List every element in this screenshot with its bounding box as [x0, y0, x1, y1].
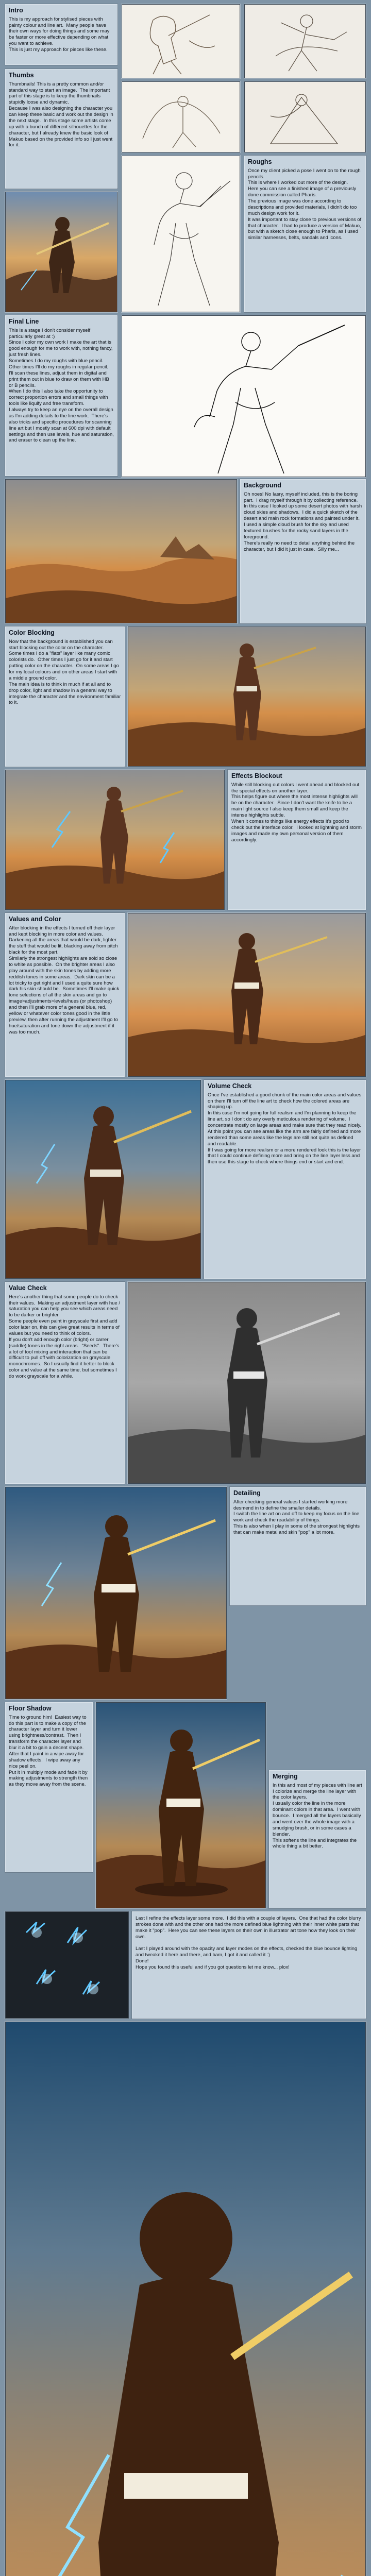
background-panel [240, 479, 366, 623]
value-check-greyscale-painting [128, 1282, 366, 1484]
roughs-panel [244, 156, 366, 312]
effects-blockout-heading: Effects Blockout [231, 772, 282, 779]
thumbnail-sketch-2 [244, 4, 366, 78]
color-blocking-panel [5, 626, 125, 767]
values-and-color-panel [5, 913, 125, 1077]
intro-body: This is my approach for stylised pieces with painty colour and line art. Many people have their own ways for doing things and some may be faster or more effective depending on what you want to achieve. This is just my approach for pieces like these. [9, 16, 110, 53]
values-and-color-painting [128, 913, 366, 1077]
thumbs-heading: Thumbs [9, 72, 34, 79]
floor-shadow-painting [96, 1702, 266, 1908]
color-blocking-painting [128, 626, 366, 767]
effects-blockout-panel [228, 770, 366, 910]
merging-panel [269, 1770, 366, 1908]
floor-shadow-body: Time to ground him! Easiest way to do this part is to make a copy of the character layer and turn it lower using brightness/contrast. Then I transform the character layer and blur it a bit to gain a decent shape. After that I paint in a wipe away for shadow effects. I wipe away any nice peel on. Put it in multiply mode and fade it by making adjustments to strength then as they move away from the scene. [9, 1714, 88, 1788]
effects-blockout-painting [5, 770, 225, 910]
roughs-heading: Roughs [248, 158, 272, 165]
intro-heading: Intro [9, 7, 23, 14]
values-and-color-heading: Values and Color [9, 916, 61, 923]
detailing-panel [230, 1487, 366, 1605]
background-heading: Background [244, 482, 281, 489]
volume-check-painting [5, 1080, 201, 1279]
thumbs-body: Thumbnails! This is a pretty common and/or standard way to start an image. The important part of this stage is to keep the thumbnails stupidly loose and dynamic. Because I was also designing the character you can keep these basic and work out the design in the next stage. In this stage some artists come up with a bunch of different silhouettes for the character, but I already knew the basic look of Makuo based on the provided info so I just went for it. [9, 81, 113, 148]
color-blocking-heading: Color Blocking [9, 629, 55, 636]
effects-layers-on-dark [5, 1911, 129, 2019]
detailing-body: After checking general values I started working more desmend in to define the smaller details. I switch the line art on and off to keep my focus on the line work and check the readability of things. This is also when I play in some of the strongest highlights that can make metal and skin "pop" a lot more. [233, 1499, 360, 1535]
roughs-body: Once my client picked a pose I went on to the rough pencils. This is where I worked out more of the design. Here you can see a finished image of a previously done commission called Pharis. The previous image was done according to descriptions and provided materials, I didn't do too much design work for it. It was important to stay close to previous versions of that character. I had to produce a version of Makuo, but with a sketch close enough to Pharis, as I used similar harnesses, belts, sandals and icons. [248, 167, 362, 241]
final-line-heading: Final Line [9, 318, 39, 325]
volume-check-panel [204, 1080, 366, 1279]
value-check-body: Here's another thing that some people do to check their values. Making an adjustment layer with hue / saturation you can help you see which areas need to be darker or brighter. Some people even paint in greyscale first and add color later on, this can give great results in terms of values but you need to think of colors. If you don't add enough color (bright) or carrer (saddle) tones in the right areas. "Seeds". There's a lot of tool mixing and interaction that can be difficult to pull off with colorization on grayscale monochromes. So I usually find it better to block color and value at the same time, but sometimes I do work grayscale for a while. [9, 1294, 120, 1379]
value-check-heading: Value Check [9, 1284, 47, 1292]
sword-icon [232, 2275, 351, 2357]
volume-check-heading: Volume Check [208, 1082, 252, 1090]
final-painting [5, 2022, 366, 2576]
background-desert-painting [5, 479, 237, 623]
floor-shadow-heading: Floor Shadow [9, 1705, 52, 1712]
values-and-color-body: After blocking in the effects I turned off their layer and kept blocking in more color and values. Darkening all the areas that would be dark, lighter the stuff that would be lit, blacking away from pitch black for the most part. Similarly the strongest highlights are sold so close to white as possible. On the brighter areas I also play around with the skin tones by adding more reddish tones in some areas. Dark skin can be a lot tricky to get right and I used a quite sure how dark his skin should be. Sometimes I'll make quick tone selections of all the skin areas and go to image>adjustments>levels/hues (or photoshop) and then I'll grab more of a general blue, red, yellow or whatever color tones good in the little preview, then after running the adjustment I'll go to hue/saturation and tone down the adjustment if it was too much. [9, 925, 120, 1035]
rough-pencils-sketch [122, 156, 240, 312]
thumbnail-sketch-4 [244, 81, 366, 152]
pharis-reference-painting [5, 192, 117, 312]
intro-panel [5, 4, 117, 65]
effects-blockout-body: While still blocking out colors I went ahead and blocked out the special effects on another layer. This helps figure out where the most intense highlights will be on the character. Since I don't want the knife to be a main light source I also keep them small and keep the intense highlights subtle. When it comes to things like energy effects it's good to check out the interface color. I looked at lightning and storm images and made my own personal version of them accordingly. [231, 782, 362, 843]
detailing-heading: Detailing [233, 1489, 261, 1497]
effects-final-panel [132, 1911, 366, 2019]
merging-heading: Merging [273, 1773, 298, 1780]
detailing-painting [5, 1487, 227, 1699]
floor-shadow-panel [5, 1702, 93, 1872]
effects-final-body: Last I refine the effects layer some more. I did this with a couple of layers. One that had the color blurry strokes done with and the other one had the more defined blue lightning with their inner white parts that make it "pop". Here you can see these layers on their own in illustrator art tone how they look on their own. Last I played around with the opacity and layer modes on the effects, checked the blue bounce lighting and tweaked it here and there, and bam, I got it and called it :) Done! Hope you found this useful and if you got questions let me know... plox! [136, 1916, 361, 1970]
volume-check-body: Once I've established a good chunk of the main color areas and values on them I'll turn off the line art to check how the colored areas are shaping up. In this case I'm not going for full realism and I'm planning to keep the line art, so I don't do any overly meticulous rendering of volume. I concentrate mostly on large areas and make sure that they read nicely. At this point you can see areas like the arm are fairly defined and more rendered than some areas like the legs are still not quite as defined and readable. If I was going for more realism or a more rendered look this is the layer that I could continue defining more and bring on the line layer less and then use this stage to check where things end or start and end. [208, 1092, 362, 1165]
background-body: Oh noes! No Iasry, myself included, this is the boring part. I drag myself through it by collecting reference. In this case I looked up some desert photos with harsh cloud skies and shadows. I did a quick sketch of the desert and main rock formations and painted under it. I used a simple cloud brush for the sky and used textured brushes for the rocky sand layers in the foreground. There's really no need to detail anything behind the character, but I did it just in case. Silly me... [244, 491, 362, 552]
thumbs-panel [5, 69, 117, 189]
value-check-panel [5, 1282, 125, 1484]
final-line-body: This is a stage I don't consider myself particularly great at :) Since I color my own work I make the art that is good enough for me to work with, nothing fancy, just fresh lines. Sometimes I do my roughs with blue pencil. Other times I'll do my roughs in regular pencil. I'll scan these lines, adjust them in digital and print them out in blue to draw on them with HB or B pencils. When I do this I also take the opportunity to correct proportion errors and small things with tools like liquify and free transform. I always try to keep an eye on the overall design as I'm adding details to the line work. There's also tricks and specific procedures for scanning line art but I mostly scan at 600 dpi with default settings and then use levels, hue and saturation, and eraser to clean up the line. [9, 327, 114, 444]
merging-body: In this and most of my pieces with line art I colorize and merge the line layer with the color layers. I usually color the line in the more dominant colors in that area. I went with bounce. I merged all the layers basically and went over the whole image with a smudging brush, or in some cases a blender. This softens the line and integrates the whole thing a bit better. [273, 1782, 362, 1850]
thumbnail-sketch-3 [122, 81, 240, 152]
thumbnail-sketch-1 [122, 4, 240, 78]
color-blocking-body: Now that the background is established you can start blocking out the color on the character. Some times I do a "flats" layer like many comic colorists do. Other times I just go for it and start putting color on the character. On some areas I go for my local colours and on other areas I start with a middle ground color. The main idea is to think in much if at all and to drop color, light and shadow in a general way to integrate the character and the environment familiar to it. [9, 638, 121, 706]
final-line-art [122, 315, 366, 477]
final-line-panel [5, 315, 117, 476]
